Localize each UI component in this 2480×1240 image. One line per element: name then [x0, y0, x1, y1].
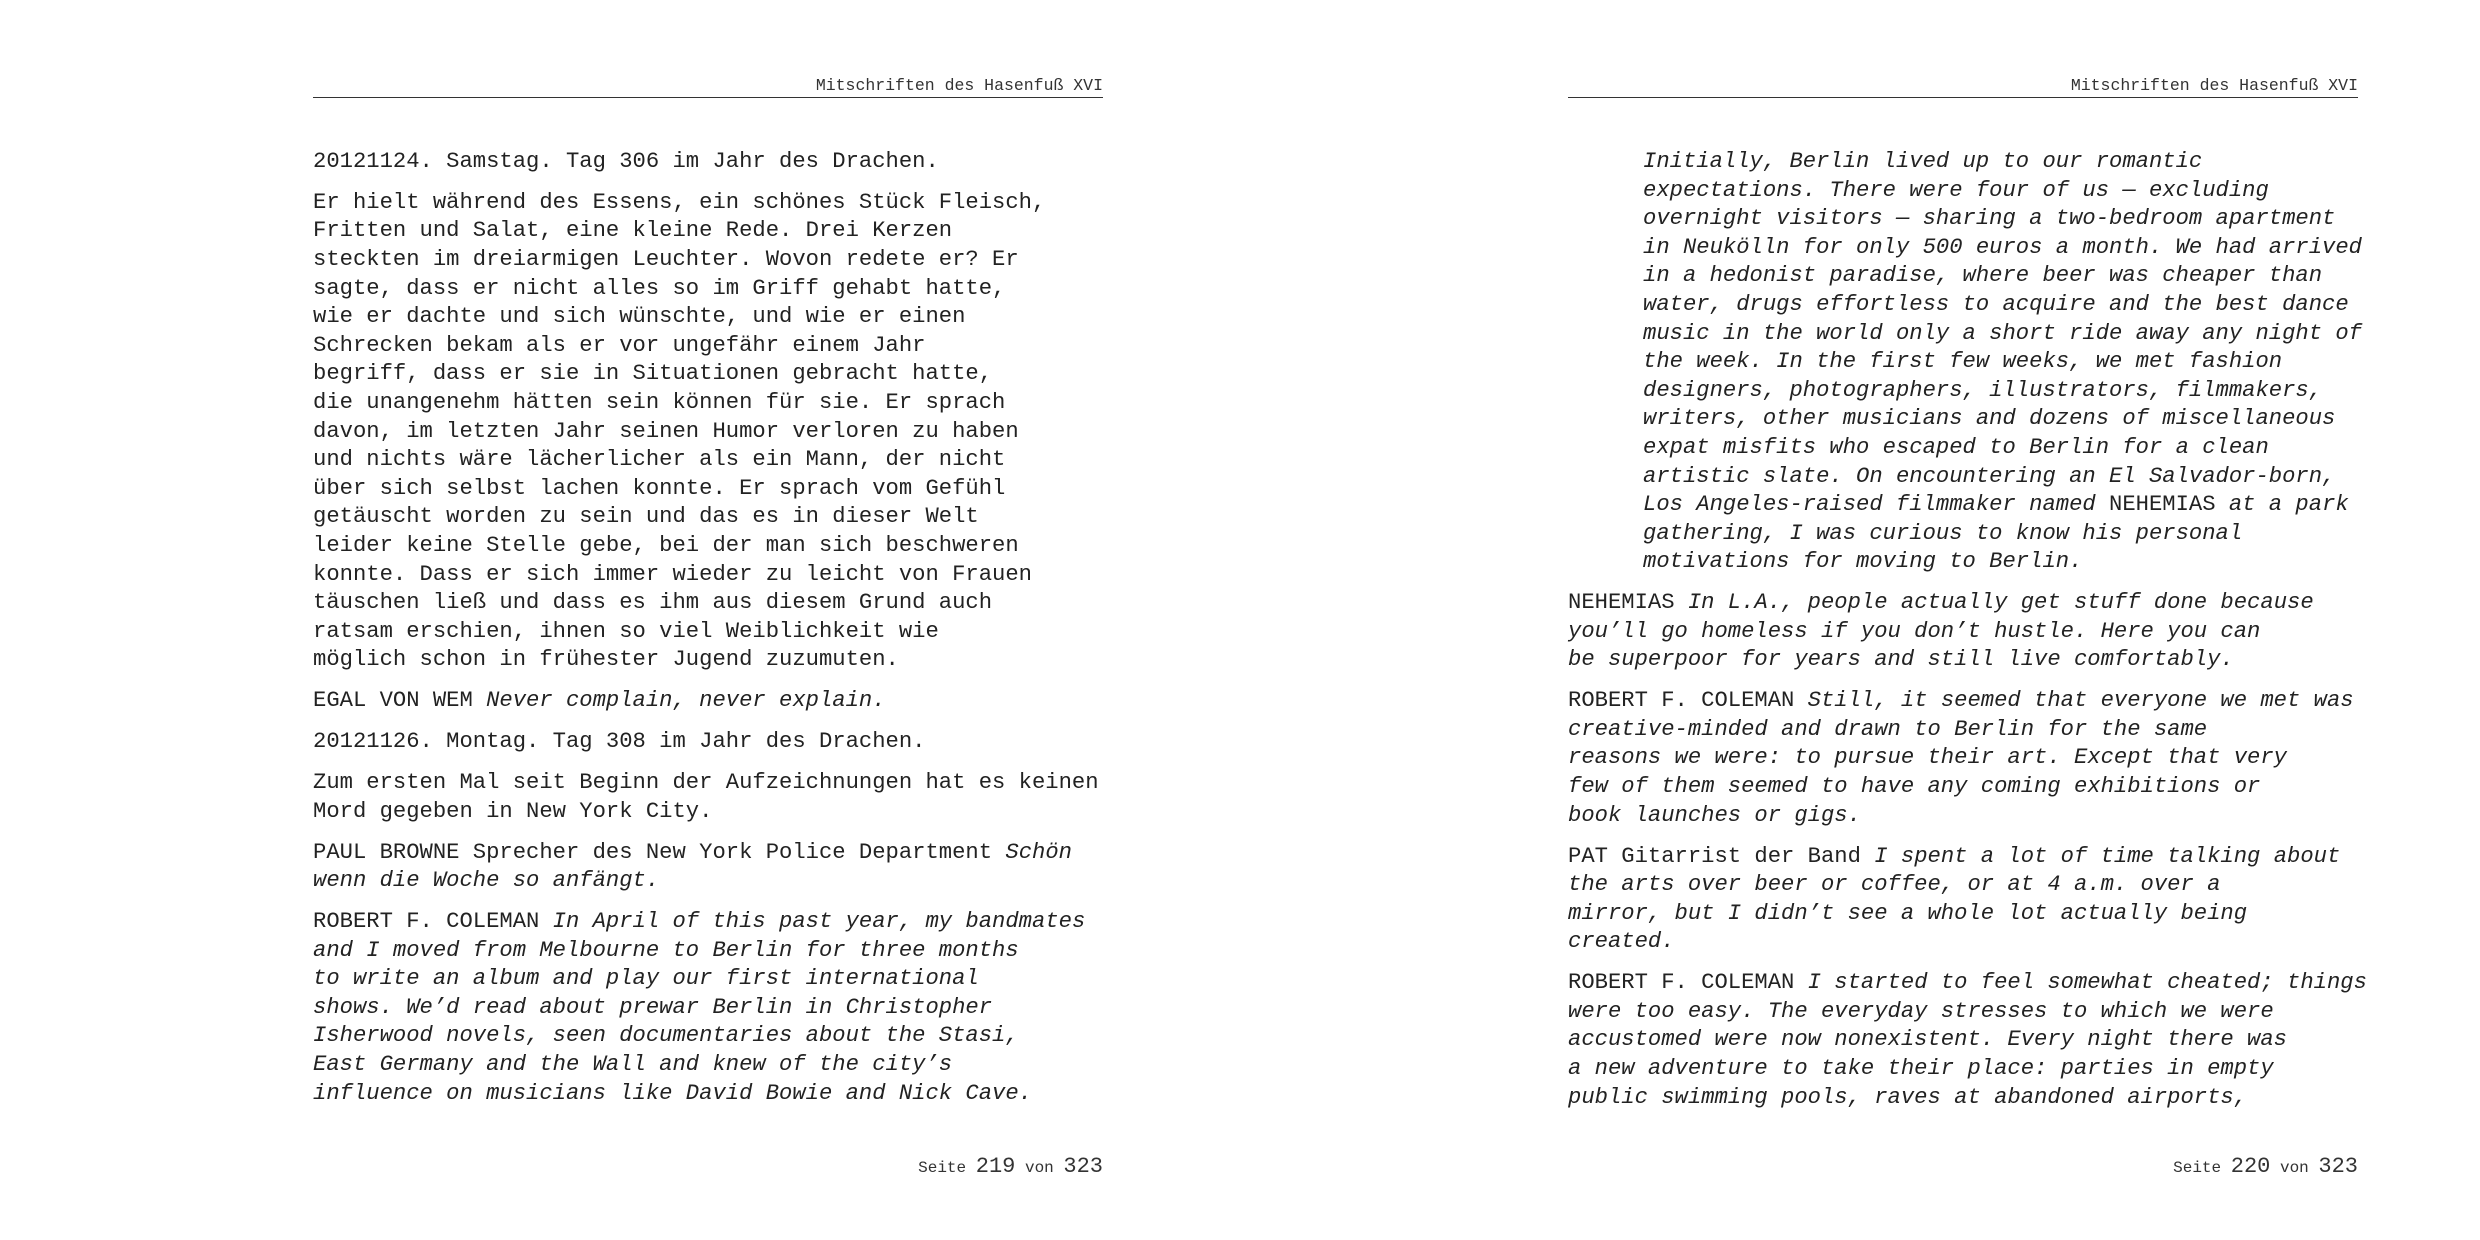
text-line — [1568, 969, 2367, 998]
roman-text: davon, im letzten Jahr seinen Humor verloren zu haben — [313, 418, 1019, 444]
italic-text: overnight visitors — sharing a two-bedroom apartment — [1643, 206, 2336, 232]
text-line — [1643, 320, 2362, 349]
text-line — [313, 275, 1103, 304]
italic-text: In April of this past year, my bandmates — [552, 909, 1086, 935]
italic-text: created. — [1568, 929, 1675, 955]
text-line — [1643, 491, 2358, 520]
text-line — [1643, 205, 2358, 234]
italic-text: the arts over beer or coffee, or at 4 a.m. over a — [1568, 872, 2221, 898]
italic-text: gathering, I was curious to know his personal — [1643, 520, 2243, 546]
text-line — [313, 217, 1103, 246]
text-line — [1568, 773, 2358, 802]
italic-text: accustomed were now nonexistent. Every night there was — [1568, 1027, 2287, 1053]
italic-text: music in the world only a short ride away any night of — [1643, 320, 2362, 346]
inline-name: NEHEMIAS — [2109, 492, 2216, 518]
italic-text: East Germany and the Wall and knew of the city’s — [313, 1052, 953, 1077]
text-line — [1643, 177, 2358, 206]
roman-text: über sich selbst lachen konnte. Er sprach vom Gefühl — [313, 475, 1006, 501]
roman-text: getäuscht worden zu sein und das es in dieser Welt — [313, 504, 979, 530]
text-line — [313, 189, 1103, 218]
text-line — [313, 937, 1103, 966]
roman-text: möglich schon in frühester Jugend zuzumuten. — [313, 647, 899, 673]
text-line — [1568, 928, 2358, 957]
paragraph — [313, 189, 1103, 675]
text-line — [313, 589, 1103, 618]
roman-text: Mord gegeben in New York City. — [313, 798, 713, 824]
text-line — [1568, 646, 2358, 675]
roman-text: PAUL BROWNE Sprecher des New York Police Department — [313, 839, 1006, 865]
text-line — [313, 908, 1103, 937]
page-footer — [918, 1152, 1103, 1182]
italic-text: few of them seemed to have any coming exhibitions or — [1568, 774, 2261, 800]
text-line — [1643, 148, 2358, 177]
italic-text: at a park — [2215, 492, 2349, 518]
running-header: Mitschriften des Hasenfuß XVI — [815, 76, 1103, 95]
text-line — [1643, 434, 2358, 463]
roman-text: sagte, dass er nicht alles so im Griff gehabt hatte, — [313, 275, 1006, 301]
page-footer — [2173, 1152, 2358, 1182]
roman-text: ROBERT F. COLEMAN — [313, 909, 553, 935]
italic-text: expectations. There were four of us — excluding — [1643, 177, 2269, 203]
text-line — [1643, 405, 2358, 434]
italic-text: In L.A., people actually get stuff done because — [1687, 590, 2314, 616]
italic-text: and I moved from Melbourne to Berlin for three months — [313, 937, 1019, 963]
roman-text: leider keine Stelle gebe, bei der man sich beschweren — [313, 533, 1019, 559]
text-line — [1643, 262, 2358, 291]
text-line — [313, 418, 1103, 447]
italic-text: I started to feel somewhat cheated; things — [1807, 970, 2367, 996]
italic-text: you’ll go homeless if you don’t hustle. Here you can — [1568, 618, 2261, 644]
italic-text: in a hedonist paradise, where beer was cheaper than — [1643, 263, 2323, 289]
text-line — [1643, 234, 2362, 263]
text-line — [313, 503, 1103, 532]
text-line — [313, 1022, 1103, 1051]
roman-text: wie er dachte und sich wünschte, und wie er einen — [313, 304, 966, 330]
roman-text: Er hielt während des Essens, ein schönes Stück Fleisch, — [313, 189, 1046, 215]
italic-text: I spent a lot of time talking about — [1874, 843, 2341, 869]
roman-text: Zum ersten Mal seit Beginn der Aufzeichnungen hat es keinen — [313, 770, 1099, 796]
text-line — [1643, 291, 2358, 320]
footer-von: von — [2279, 1159, 2309, 1177]
paragraph — [313, 769, 1103, 826]
text-line — [313, 148, 1103, 177]
text-line — [313, 965, 1103, 994]
text-line — [1568, 998, 2358, 1027]
roman-text: EGAL VON WEM — [313, 688, 487, 714]
text-line — [1643, 520, 2358, 549]
roman-text: ROBERT F. COLEMAN — [1568, 688, 1808, 714]
italic-text: expat misfits who escaped to Berlin for a clean — [1643, 434, 2269, 460]
text-line — [313, 1080, 1103, 1109]
text-line — [1568, 687, 2358, 716]
italic-text: motivations for moving to Berlin. — [1643, 549, 2083, 575]
paragraph — [313, 148, 1103, 177]
body-text — [1568, 148, 2367, 1124]
left-page — [313, 0, 1103, 1240]
italic-text: to write an album and play our first international — [313, 966, 979, 992]
paragraph — [313, 839, 1103, 896]
italic-text: Initially, Berlin lived up to our romantic — [1643, 149, 2203, 174]
text-line — [1643, 463, 2358, 492]
italic-text: reasons we were: to pursue their art. Except that very — [1568, 745, 2287, 771]
paragraph — [1568, 589, 2358, 675]
header-rule — [1568, 97, 2358, 98]
paragraph — [1568, 148, 2362, 577]
text-line — [313, 839, 1103, 868]
text-line — [1643, 548, 2358, 577]
right-page — [1568, 0, 2367, 1240]
paragraph — [1568, 687, 2358, 830]
text-line — [1643, 348, 2358, 377]
text-line — [313, 561, 1103, 590]
text-line — [313, 798, 1103, 827]
header-rule — [313, 97, 1103, 98]
running-header: Mitschriften des Hasenfuß XVI — [2070, 76, 2358, 95]
footer-seite: Seite — [918, 1159, 967, 1177]
italic-text: Los Angeles-raised filmmaker named — [1643, 492, 2110, 518]
text-line — [313, 446, 1103, 475]
text-line — [313, 303, 1103, 332]
text-line — [1643, 377, 2358, 406]
footer-von: von — [1024, 1159, 1054, 1177]
body-text — [313, 148, 1103, 1120]
paragraph — [1568, 969, 2367, 1112]
roman-text: begriff, dass er sie in Situationen gebracht hatte, — [313, 361, 993, 387]
text-line — [1568, 744, 2358, 773]
text-line — [313, 1051, 1103, 1080]
italic-text: water, drugs effortless to acquire and the best dance — [1643, 291, 2349, 317]
text-line — [1568, 618, 2358, 647]
text-line — [1568, 871, 2358, 900]
roman-text: 20121126. Montag. Tag 308 im Jahr des Drachen. — [313, 729, 926, 755]
italic-text: a new adventure to take their place: parties in empty — [1568, 1056, 2274, 1081]
page-number: 220 — [2230, 1154, 2271, 1179]
paragraph — [313, 908, 1103, 1108]
text-line — [313, 867, 1103, 896]
italic-text: influence on musicians like David Bowie and Nick Cave. — [313, 1080, 1032, 1106]
text-line — [313, 687, 1103, 716]
italic-text: were too easy. The everyday stresses to which we were — [1568, 998, 2274, 1024]
paragraph — [1568, 843, 2358, 957]
text-line — [313, 475, 1103, 504]
roman-text: NEHEMIAS — [1568, 590, 1688, 616]
italic-text: artistic slate. On encountering an El Salvador-born, — [1643, 463, 2336, 489]
text-line — [1568, 802, 2358, 831]
italic-text: the week. In the first few weeks, we met fashion — [1643, 349, 2283, 375]
roman-text: steckten im dreiarmigen Leuchter. Wovon redete er? Er — [313, 247, 1019, 273]
roman-text: die unangenehm hätten sein können für sie. Er sprach — [313, 390, 1006, 416]
italic-text: designers, photographers, illustrators, filmmakers, — [1643, 377, 2323, 403]
text-line — [313, 728, 1103, 757]
roman-text: täuschen ließ und dass es ihm aus diesem Grund auch — [313, 590, 993, 616]
text-line — [1568, 716, 2358, 745]
italic-text: Still, it seemed that everyone we met was — [1807, 688, 2354, 714]
text-line — [313, 332, 1103, 361]
roman-text: ratsam erschien, ihnen so viel Weiblichkeit wie — [313, 618, 939, 644]
text-line — [1568, 1055, 2358, 1084]
text-line — [313, 389, 1103, 418]
page-number: 219 — [975, 1154, 1016, 1179]
text-line — [1568, 589, 2358, 618]
italic-text: creative-minded and drawn to Berlin for the same — [1568, 716, 2208, 742]
page-total: 323 — [2318, 1154, 2358, 1179]
paragraph — [313, 728, 1103, 757]
italic-text: public swimming pools, raves at abandoned airports, — [1568, 1084, 2248, 1110]
text-line — [313, 769, 1103, 798]
text-line — [1568, 1084, 2358, 1113]
italic-text: Never complain, never explain. — [486, 688, 886, 714]
italic-text: be superpoor for years and still live comfortably. — [1568, 647, 2234, 673]
italic-text: Isherwood novels, seen documentaries about the Stasi, — [313, 1023, 1019, 1049]
italic-text: writers, other musicians and dozens of miscellaneous — [1643, 406, 2336, 432]
roman-text: PAT Gitarrist der Band — [1568, 843, 1875, 869]
text-line — [313, 532, 1103, 561]
roman-text: Fritten und Salat, eine kleine Rede. Drei Kerzen — [313, 218, 953, 244]
italic-text: Schön — [1005, 839, 1072, 865]
footer-seite: Seite — [2173, 1159, 2222, 1177]
italic-text: mirror, but I didn’t see a whole lot actually being — [1568, 900, 2248, 926]
text-line — [313, 246, 1103, 275]
text-line — [313, 646, 1103, 675]
roman-text: 20121124. Samstag. Tag 306 im Jahr des Drachen. — [313, 149, 939, 174]
italic-text: book launches or gigs. — [1568, 802, 1861, 828]
roman-text: ROBERT F. COLEMAN — [1568, 970, 1808, 996]
italic-text: shows. We’d read about prewar Berlin in Christopher — [313, 994, 993, 1020]
text-line — [313, 360, 1103, 389]
text-line — [313, 618, 1103, 647]
page-total: 323 — [1063, 1154, 1103, 1179]
text-line — [1568, 1026, 2358, 1055]
italic-text: in Neukölln for only 500 euros a month. We had arrived — [1643, 234, 2362, 260]
roman-text: konnte. Dass er sich immer wieder zu leicht von Frauen — [313, 561, 1032, 587]
roman-text: und nichts wäre lächerlicher als ein Mann, der nicht — [313, 447, 1006, 473]
text-line — [1568, 900, 2358, 929]
roman-text: Schrecken bekam als er vor ungefähr einem Jahr — [313, 332, 926, 358]
text-line — [313, 994, 1103, 1023]
text-line — [1568, 843, 2358, 872]
italic-text: wenn die Woche so anfängt. — [313, 868, 660, 894]
paragraph — [313, 687, 1103, 716]
